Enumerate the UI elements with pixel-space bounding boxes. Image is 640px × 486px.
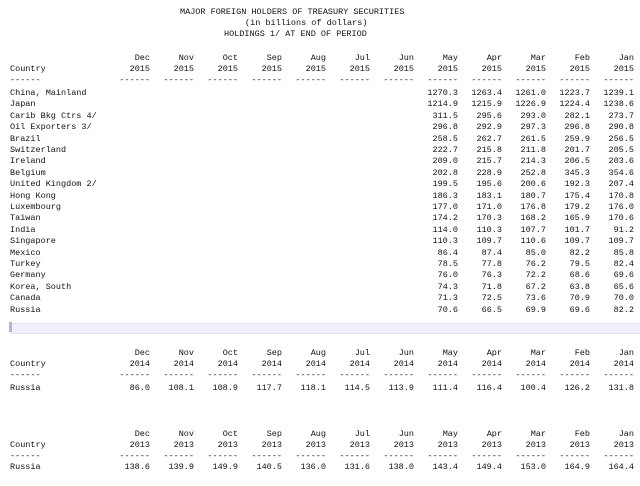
holding-value: 297.3 [520,122,546,133]
holding-value: 170.3 [476,213,502,224]
month-header: Jan [618,348,634,358]
month-header: Jan [618,53,634,63]
holding-value: 206.5 [564,156,590,167]
country-name: Russia [10,462,41,472]
header-rule: ------ [163,451,194,461]
country-name: Canada [10,293,41,304]
holding-value: 108.9 [212,383,238,393]
holding-value: 68.6 [569,270,590,281]
header-rule: ------ [427,370,458,380]
month-header: Jun [398,53,414,63]
holding-value: 87.4 [481,247,502,258]
month-header: Jul [354,429,370,439]
header-rule: ------ [207,75,238,85]
year-header: 2015 [613,64,634,74]
holding-value: 228.9 [476,167,502,178]
month-header: Apr [486,429,502,439]
holding-value: 1238.6 [603,99,634,110]
year-header: 2014 [569,359,590,369]
section-separator [10,323,640,334]
year-header: 2014 [173,359,194,369]
header-rule: ------ [119,451,150,461]
holding-value: 138.6 [124,462,150,472]
country-name: Luxembourg [10,202,62,212]
header-rule: ------ [427,451,458,461]
header-rule: ------ [163,370,194,380]
holding-value: 259.9 [564,133,590,144]
holding-value: 215.8 [476,145,502,155]
header-rule: ------ [559,75,590,85]
holding-value: 174.2 [432,213,458,224]
holding-value: 1263.4 [471,88,502,98]
month-header: Feb [574,348,590,358]
holding-value: 252.8 [520,167,546,178]
holding-value: 117.7 [256,383,282,393]
holding-value: 85.8 [613,247,634,258]
month-header: Feb [574,429,590,439]
holding-value: 176.0 [608,202,634,212]
holding-value: 215.7 [476,156,502,167]
year-header: 2014 [217,359,238,369]
header-rule: ------ [471,370,502,380]
year-header: 2013 [393,440,414,450]
holding-value: 258.5 [432,133,458,144]
holding-value: 211.8 [520,145,546,155]
country-name: Turkey [10,259,41,269]
holding-value: 1239.1 [603,88,634,98]
month-header: Sep [266,429,282,439]
header-rule: ------ [295,370,326,380]
holding-value: 76.0 [437,270,458,281]
header-rule: ------ [515,75,546,85]
holding-value: 114.0 [432,224,458,235]
title-line-1: MAJOR FOREIGN HOLDERS OF TREASURY SECURITIES [180,7,405,17]
header-rule: ------ [339,451,370,461]
header-rule: ------ [295,451,326,461]
country-name: Singapore [10,236,56,247]
month-header: Aug [310,348,326,358]
header-rule: ------ [10,370,41,380]
holding-value: 149.9 [212,462,238,472]
month-header: Sep [266,348,282,358]
holding-value: 168.2 [520,213,546,224]
holding-value: 209.0 [432,156,458,167]
holding-value: 76.2 [525,259,546,269]
header-rule: ------ [251,451,282,461]
holding-value: 86.4 [437,247,458,258]
month-header: Apr [486,53,502,63]
title-line-3: HOLDINGS 1/ AT END OF PERIOD [224,29,367,39]
month-header: Sep [266,53,282,63]
month-header: Jul [354,348,370,358]
holding-value: 222.7 [432,145,458,155]
holding-value: 1261.0 [515,88,546,98]
header-rule: ------ [383,75,414,85]
month-header: Nov [178,429,194,439]
holding-value: 1215.9 [471,99,502,110]
holding-value: 153.0 [520,462,546,472]
holding-value: 109.7 [476,236,502,247]
holding-value: 354.6 [608,167,634,178]
month-header: Mar [530,348,546,358]
holding-value: 180.7 [520,190,546,201]
holding-value: 91.2 [613,224,634,235]
header-rule: ------ [10,75,41,85]
holding-value: 114.5 [344,383,370,393]
country-name: India [10,224,36,235]
header-rule: ------ [207,451,238,461]
header-rule: ------ [603,75,634,85]
holding-value: 199.5 [432,179,458,190]
holding-value: 143.4 [432,462,458,472]
holding-value: 262.7 [476,133,502,144]
month-header: Nov [178,53,194,63]
holding-value: 118.1 [300,383,326,393]
holding-value: 203.6 [608,156,634,167]
year-header: 2015 [305,64,326,74]
holding-value: 72.2 [525,270,546,281]
holding-value: 176.8 [520,202,546,212]
holding-value: 70.9 [569,293,590,304]
month-header: Dec [134,429,150,439]
header-rule: ------ [383,370,414,380]
holding-value: 76.3 [481,270,502,281]
year-header: 2013 [261,440,282,450]
country-name: Russia [10,304,41,315]
header-rule: ------ [559,451,590,461]
header-rule: ------ [119,75,150,85]
year-header: 2015 [217,64,238,74]
holding-value: 293.0 [520,110,546,121]
holding-value: 109.7 [608,236,634,247]
holding-value: 179.2 [564,202,590,212]
year-header: 2015 [437,64,458,74]
holding-value: 192.3 [564,179,590,190]
holding-value: 110.6 [520,236,546,247]
year-header: 2014 [525,359,546,369]
holding-value: 63.8 [569,281,590,292]
holding-value: 72.5 [481,293,502,304]
holding-value: 67.2 [525,281,546,292]
holding-value: 273.7 [608,110,634,121]
month-header: May [442,348,458,358]
year-header: 2013 [349,440,370,450]
header-rule: ------ [119,370,150,380]
header-rule: ------ [559,370,590,380]
month-header: Oct [222,429,238,439]
month-header: Dec [134,53,150,63]
holding-value: 282.1 [564,110,590,121]
holding-value: 82.2 [613,304,634,315]
holding-value: 78.5 [437,259,458,269]
header-rule: ------ [603,451,634,461]
year-header: 2013 [129,440,150,450]
holding-value: 131.8 [608,383,634,393]
month-header: Jun [398,429,414,439]
country-name: Japan [10,99,36,110]
header-rule: ------ [295,75,326,85]
title-line-2: (in billions of dollars) [245,18,368,28]
holding-value: 290.8 [608,122,634,133]
holding-value: 116.4 [476,383,502,393]
holding-value: 177.0 [432,202,458,212]
holding-value: 70.0 [613,293,634,304]
country-name: United Kingdom 2/ [10,179,97,190]
year-header: 2013 [613,440,634,450]
holding-value: 82.2 [569,247,590,258]
year-header: 2013 [305,440,326,450]
holding-value: 108.1 [168,383,194,393]
holding-value: 195.6 [476,179,502,190]
month-header: May [442,53,458,63]
holding-value: 202.8 [432,167,458,178]
year-header: 2014 [305,359,326,369]
header-rule: ------ [251,75,282,85]
month-header: Aug [310,53,326,63]
header-rule: ------ [383,451,414,461]
year-header: 2015 [525,64,546,74]
year-header: 2013 [569,440,590,450]
year-header: 2015 [173,64,194,74]
holding-value: 100.4 [520,383,546,393]
year-header: 2013 [437,440,458,450]
holding-value: 186.3 [432,190,458,201]
holding-value: 292.9 [476,122,502,133]
holding-value: 79.5 [569,259,590,269]
year-header: 2014 [481,359,502,369]
holding-value: 69.9 [525,304,546,315]
year-header: 2013 [525,440,546,450]
country-name: Carib Bkg Ctrs 4/ [10,110,97,121]
header-rule: ------ [471,451,502,461]
header-rule: ------ [10,451,41,461]
holding-value: 165.9 [564,213,590,224]
holding-value: 214.3 [520,156,546,167]
year-header: 2015 [129,64,150,74]
holding-value: 82.4 [613,259,634,269]
year-header: 2015 [349,64,370,74]
holding-value: 65.6 [613,281,634,292]
country-name: Belgium [10,167,46,178]
year-header: 2014 [129,359,150,369]
holding-value: 101.7 [564,224,590,235]
header-rule: ------ [207,370,238,380]
scroll-marker [9,322,12,332]
holding-value: 1224.4 [559,99,590,110]
holding-value: 200.6 [520,179,546,190]
month-header: Apr [486,348,502,358]
holding-value: 111.4 [432,383,458,393]
year-header: 2013 [217,440,238,450]
year-header: 2014 [437,359,458,369]
header-rule: ------ [427,75,458,85]
holding-value: 205.5 [608,145,634,155]
holding-value: 295.6 [476,110,502,121]
holding-value: 69.6 [569,304,590,315]
holding-value: 71.3 [437,293,458,304]
country-name: China, Mainland [10,88,87,98]
month-header: Jul [354,53,370,63]
month-header: Mar [530,53,546,63]
holding-value: 207.4 [608,179,634,190]
holding-value: 77.8 [481,259,502,269]
holding-value: 1223.7 [559,88,590,98]
holding-value: 126.2 [564,383,590,393]
country-name: Ireland [10,156,46,167]
holding-value: 201.7 [564,145,590,155]
country-header: Country [10,64,46,74]
holding-value: 1226.9 [515,99,546,110]
month-header: Jun [398,348,414,358]
year-header: 2014 [261,359,282,369]
holding-value: 136.0 [300,462,326,472]
holding-value: 1270.3 [427,88,458,98]
holding-value: 74.3 [437,281,458,292]
holding-value: 164.9 [564,462,590,472]
year-header: 2015 [393,64,414,74]
country-name: Hong Kong [10,190,56,201]
country-name: Oil Exporters 3/ [10,122,92,133]
holding-value: 86.0 [129,383,150,393]
holding-value: 175.4 [564,190,590,201]
holding-value: 73.6 [525,293,546,304]
header-rule: ------ [251,370,282,380]
header-rule: ------ [339,75,370,85]
month-header: Oct [222,53,238,63]
year-header: 2013 [481,440,502,450]
month-header: Dec [134,348,150,358]
year-header: 2015 [569,64,590,74]
year-header: 2015 [481,64,502,74]
country-name: Mexico [10,247,41,258]
holding-value: 85.0 [525,247,546,258]
country-name: Germany [10,270,46,281]
month-header: Oct [222,348,238,358]
holding-value: 110.3 [476,224,502,235]
country-header: Country [10,359,46,369]
holding-value: 296.8 [432,122,458,133]
country-name: Taiwan [10,213,41,224]
holding-value: 138.0 [388,462,414,472]
holding-value: 256.5 [608,133,634,144]
holding-value: 70.6 [437,304,458,315]
holding-value: 69.6 [613,270,634,281]
holding-value: 164.4 [608,462,634,472]
month-header: Jan [618,429,634,439]
holding-value: 170.8 [608,190,634,201]
header-rule: ------ [163,75,194,85]
holding-value: 149.4 [476,462,502,472]
year-header: 2014 [349,359,370,369]
holding-value: 171.0 [476,202,502,212]
holding-value: 345.3 [564,167,590,178]
holding-value: 139.9 [168,462,194,472]
holding-value: 183.1 [476,190,502,201]
holding-value: 110.3 [432,236,458,247]
country-name: Switzerland [10,145,67,155]
holding-value: 170.6 [608,213,634,224]
month-header: Aug [310,429,326,439]
holding-value: 261.5 [520,133,546,144]
header-rule: ------ [515,370,546,380]
header-rule: ------ [339,370,370,380]
holding-value: 113.9 [388,383,414,393]
country-name: Russia [10,383,41,393]
holding-value: 140.5 [256,462,282,472]
month-header: Nov [178,348,194,358]
month-header: Mar [530,429,546,439]
header-rule: ------ [515,451,546,461]
month-header: May [442,429,458,439]
holding-value: 296.8 [564,122,590,133]
holding-value: 66.5 [481,304,502,315]
month-header: Feb [574,53,590,63]
year-header: 2014 [613,359,634,369]
holding-value: 131.6 [344,462,370,472]
holding-value: 311.5 [432,110,458,121]
holding-value: 71.8 [481,281,502,292]
country-name: Korea, South [10,281,72,292]
year-header: 2015 [261,64,282,74]
header-rule: ------ [471,75,502,85]
country-name: Brazil [10,133,41,144]
holding-value: 109.7 [564,236,590,247]
year-header: 2014 [393,359,414,369]
holding-value: 107.7 [520,224,546,235]
country-header: Country [10,440,46,450]
year-header: 2013 [173,440,194,450]
header-rule: ------ [603,370,634,380]
holding-value: 1214.9 [427,99,458,110]
